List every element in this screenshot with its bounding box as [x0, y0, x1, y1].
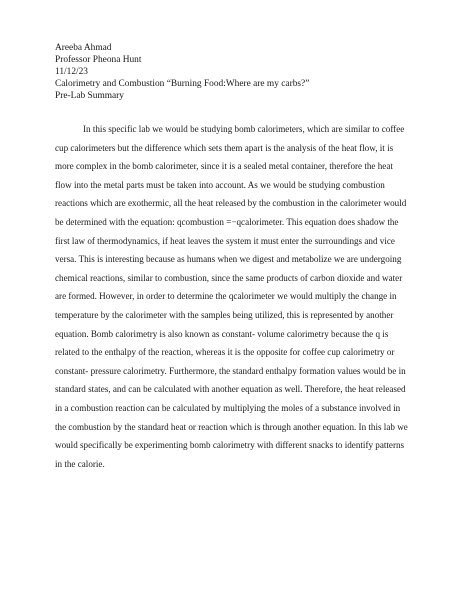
body-line: be determined with the equation: qcombustion =−qcalorimeter. This equation does shadow the	[55, 216, 399, 227]
body-paragraph	[55, 120, 429, 473]
body-line: related to the enthalpy of the reaction, whereas it is the opposite for coffee cup calorimetry or	[55, 347, 395, 358]
body-line: reactions which are exothermic, all the heat released by the combustion in the calorimeter would	[55, 198, 407, 209]
body-line: constant- pressure calorimetry. Furthermore, the standard enthalpy formation values would be in	[55, 365, 406, 376]
body-line: flow into the metal parts must be taken into account. As we would be studying combustion	[55, 179, 385, 190]
document-title: Calorimetry and Combustion “Burning Food:Where are my carbs?”	[55, 79, 310, 90]
body-line: chemical reactions, similar to combustion, since the same products of carbon dioxide and water	[55, 272, 403, 283]
body-line: in a combustion reaction can be calculated by multiplying the moles of a substance involved in	[55, 402, 401, 413]
body-line: temperature by the calorimeter with the samples being utilized, this is represented by another	[55, 309, 394, 320]
body-line: the combustion by the standard heat or reaction which is through another equation. In this lab we	[55, 421, 408, 432]
document-header	[55, 42, 435, 102]
body-line: standard states, and can be calculated with another equation as well. Therefore, the heat released	[55, 384, 406, 395]
body-line: first law of thermodynamics, if heat leaves the system it must enter the surroundings and vice	[55, 235, 395, 246]
body-line: In this specific lab we would be studying bomb calorimeters, which are similar to coffee	[83, 124, 405, 134]
body-line: more complex in the bomb calorimeter, since it is a sealed metal container, therefore the heat	[55, 161, 393, 172]
body-line: equation. Bomb calorimetry is also known as constant- volume calorimetry because the q is	[55, 328, 389, 339]
document-subtitle: Pre-Lab Summary	[55, 91, 124, 102]
body-line: are formed. However, in order to determine the qcalorimeter we would multiply the change in	[55, 291, 397, 302]
body-line: would specifically be experimenting bomb calorimetry with different snacks to identify patterns	[55, 440, 405, 451]
author-name: Areeba Ahmad	[55, 43, 112, 53]
professor-name: Professor Pheona Hunt	[55, 55, 142, 66]
body-line: in the calorie.	[55, 458, 105, 469]
document-date: 11/12/23	[55, 67, 88, 78]
body-line: versa. This is interesting because as humans when we digest and metabolize we are undergoing	[55, 254, 402, 265]
body-line: cup calorimeters but the difference which sets them apart is the analysis of the heat flow, it is	[55, 142, 394, 153]
